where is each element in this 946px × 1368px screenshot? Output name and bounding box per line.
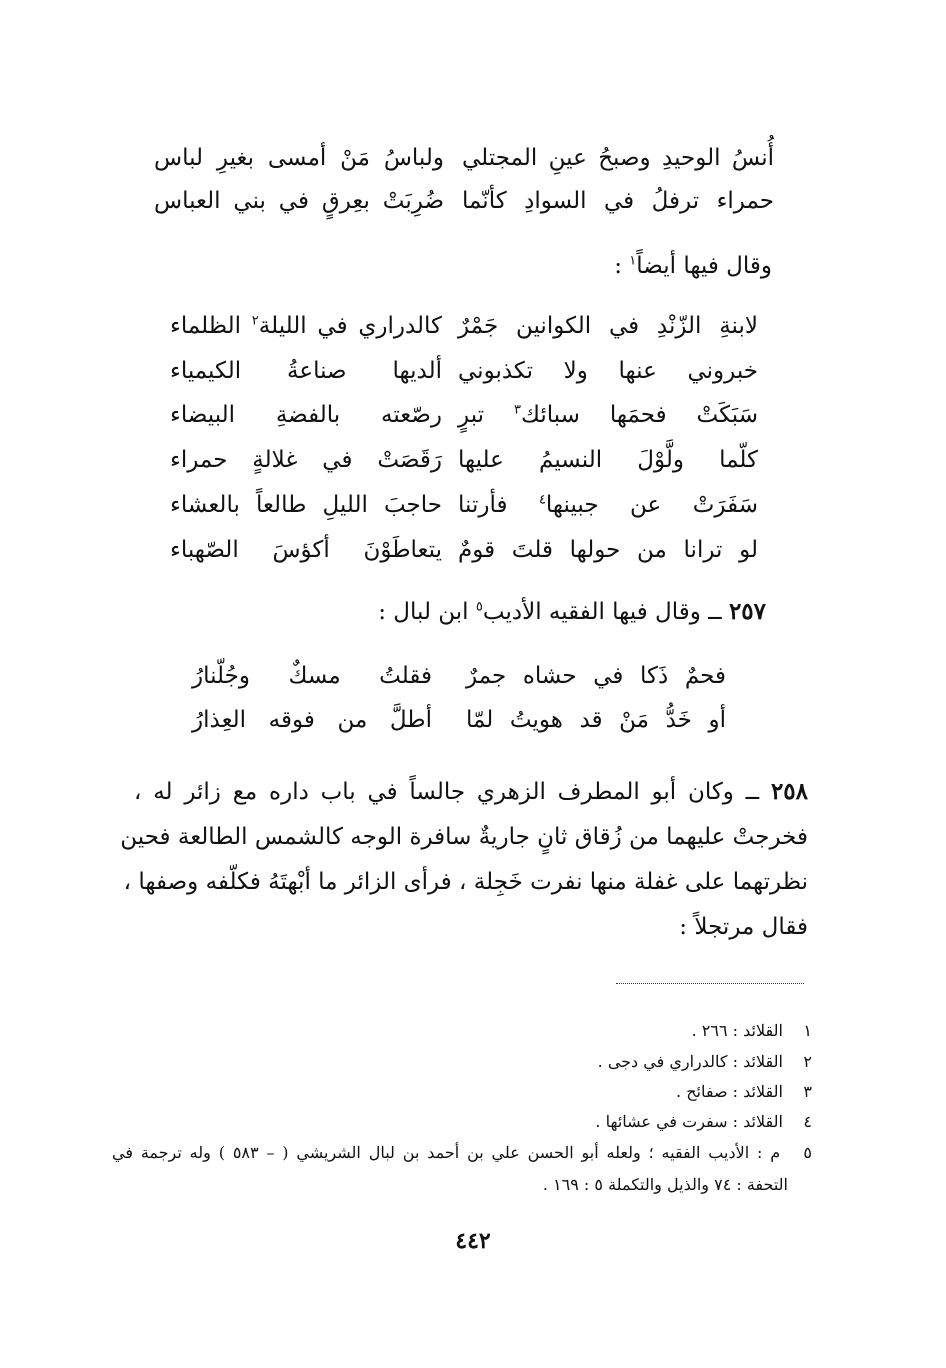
verse-line xyxy=(0,440,946,480)
footnote-number: ٢ xyxy=(803,1052,812,1071)
verse-second-hemistich: ولباسُ مَنْ أمسى بغيرِ لباس xyxy=(154,145,444,171)
footnote-text: م : الأديب الفقيه ؛ ولعله أبو الحسن علي بن أحمد بن لبال الشريشي ( – ٥٨٣ ) وله ترجمة في xyxy=(112,1143,781,1162)
footnote xyxy=(112,1138,812,1168)
verse-line xyxy=(0,351,946,391)
verse-line xyxy=(0,395,946,435)
footnote-divider xyxy=(616,983,804,984)
verse-line xyxy=(0,485,946,525)
section-number: ٢٥٧ xyxy=(728,598,766,625)
verse-line xyxy=(0,138,946,178)
verse-line xyxy=(0,306,946,346)
verse-first-hemistich xyxy=(458,395,758,435)
verse-line xyxy=(0,700,946,740)
hemistich-text: سَفَرَتْ عن جبينها xyxy=(545,492,758,518)
hemistich-tail: تبرٍ xyxy=(458,402,514,428)
footnote-ref: ٢ xyxy=(251,313,259,329)
verse-line xyxy=(0,181,946,221)
verse-second-hemistich: ضُرِبَتْ بعِرقٍ في بني العباس xyxy=(154,188,444,214)
hemistich-text: سَبَكَتْ فحمَها سبائك xyxy=(520,402,759,428)
intro-line xyxy=(614,246,772,286)
footnote xyxy=(598,1047,812,1077)
verse-second-hemistich: رصّعته بالفضةِ البيضاء xyxy=(170,402,442,428)
paragraph-text: ــ وكان أبو المطرف الزهري جالساً في باب داره مع زائر له ، xyxy=(134,779,771,805)
paragraph-line: نظرتهما على غفلة منها نفرت خَجِلة ، فرأى الزائر ما أبْهتَهُ فكلّفه وصفها ، xyxy=(123,869,808,895)
footnote xyxy=(676,1077,812,1107)
verse-first-hemistich xyxy=(458,485,758,525)
paragraph-line: فقال مرتجلاً : xyxy=(679,914,808,940)
verse-first-hemistich: فحمٌ ذَكا في حشاه جمرٌ xyxy=(466,663,726,689)
hemistich-text: كالدراري في الليلة xyxy=(258,313,442,339)
footnote-text: القلائد : كالدراري في دجى . xyxy=(597,1052,783,1071)
hemistich-tail: فأرتنا xyxy=(458,492,539,518)
verse-second-hemistich xyxy=(170,306,442,346)
footnote-number: ٥ xyxy=(803,1143,813,1162)
footnote-ref: ٣ xyxy=(513,402,521,418)
footnote-ref: ١ xyxy=(629,253,637,269)
footnote xyxy=(543,1170,788,1200)
footnote-number: ١ xyxy=(803,1021,812,1040)
footnote-text: القلائد : سفرت في عشائها . xyxy=(595,1112,783,1131)
hemistich-tail: الظلماء xyxy=(170,313,252,339)
paragraph-line: فخرجتْ عليهما من زُقاق ثانٍ جاريةٌ سافرة الوجه كالشمس الطالعة فحين xyxy=(120,824,808,850)
verse-first-hemistich: أُنسُ الوحيدِ وصبحُ عينِ المجتلي xyxy=(462,145,774,171)
footnote-number: ٣ xyxy=(803,1082,812,1101)
verse-second-hemistich: رَقَصَتْ في غلالةٍ حمراء xyxy=(170,447,442,473)
page-number: ٤٤٢ xyxy=(455,1228,491,1254)
intro-text: وقال فيها أيضاً xyxy=(636,253,772,279)
footnote-number: ٤ xyxy=(803,1112,812,1131)
verse-first-hemistich: لابنةِ الزّنْدِ في الكوانين جَمْرٌ xyxy=(458,313,758,339)
verse-second-hemistich: يتعاطَوْنَ أكؤسَ الصّهباء xyxy=(170,537,442,563)
verse-second-hemistich: ألديها صناعةُ الكيمياء xyxy=(170,358,442,384)
section-heading xyxy=(378,592,766,632)
verse-first-hemistich: كلّما ولَّوْلَ النسيمُ عليها xyxy=(458,447,758,473)
footnote-ref: ٥ xyxy=(475,599,483,615)
verse-first-hemistich: خبروني عنها ولا تكذبوني xyxy=(458,358,758,384)
intro-tail: : xyxy=(614,253,630,279)
paragraph-line xyxy=(134,772,808,812)
verse-second-hemistich: حاجبَ الليلِ طالعاً بالعشاء xyxy=(170,492,442,518)
heading-text: ــ وقال فيها الفقيه الأديب xyxy=(482,599,729,625)
footnote xyxy=(692,1016,812,1046)
footnote-ref: ٤ xyxy=(538,492,546,508)
verse-first-hemistich: أو خَدُّ مَنْ قد هويتُ لمّا xyxy=(466,707,726,733)
section-number: ٢٥٨ xyxy=(770,778,808,805)
footnote-text: التحفة : ٧٤ والذيل والتكملة ٥ : ١٦٩ . xyxy=(542,1175,788,1194)
verse-first-hemistich: لو ترانا من حولها قلتَ قومٌ xyxy=(458,537,758,563)
verse-line xyxy=(0,656,946,696)
verse-second-hemistich: أطلَّ من فوقه العِذارُ xyxy=(192,707,432,733)
verse-second-hemistich: فقلتُ مسكٌ وجُلّنارُ xyxy=(192,663,432,689)
verse-line xyxy=(0,530,946,570)
footnote-text: القلائد : ٢٦٦ . xyxy=(691,1021,783,1040)
footnote-text: القلائد : صفائح . xyxy=(676,1082,783,1101)
heading-tail: ابن لبال : xyxy=(378,599,476,625)
verse-first-hemistich: حمراء ترفلُ في السوادِ كأنّما xyxy=(462,188,774,214)
footnote xyxy=(595,1107,812,1137)
